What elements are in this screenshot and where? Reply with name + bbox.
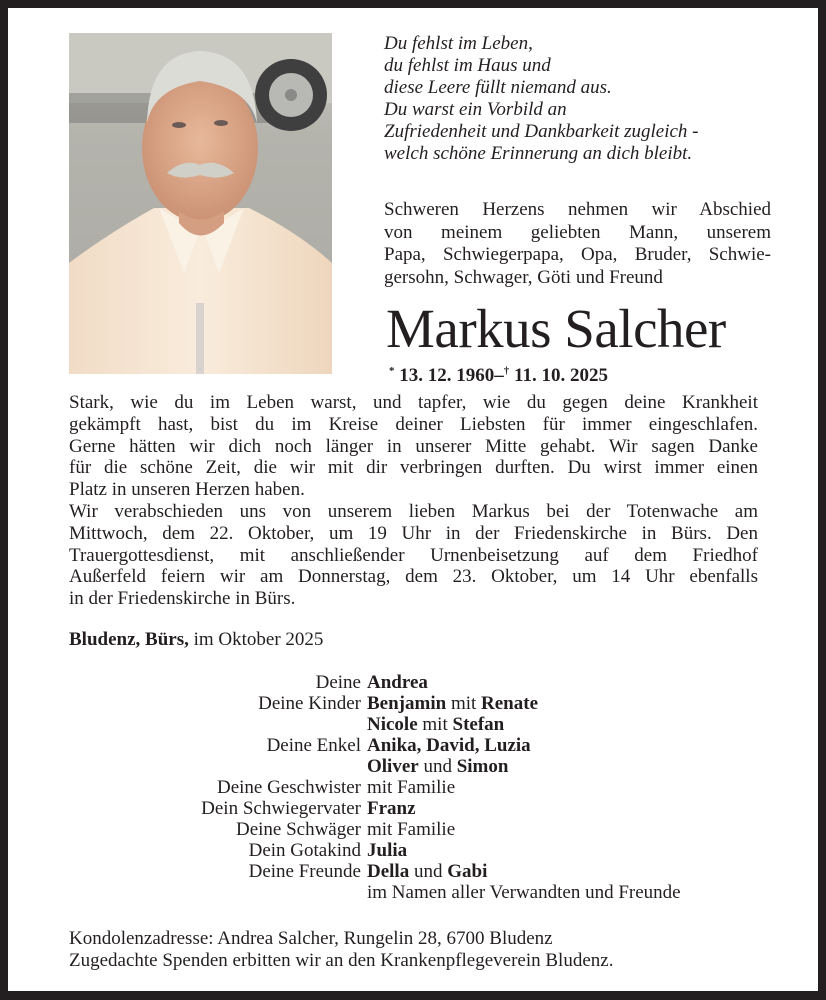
poem-line: Zufriedenheit und Dankbarkeit zugleich - — [384, 121, 699, 142]
body-line: Stark, wie du im Leben warst, und tapfer, wie du gegen deine Krankheit — [69, 392, 758, 413]
connector-text: und — [409, 861, 448, 882]
mourner-row — [69, 693, 789, 714]
portrait-image — [69, 33, 332, 374]
mourner-row — [69, 840, 789, 861]
relation-label: Dein Schwiegervater — [201, 798, 361, 819]
mourner-row — [69, 756, 789, 777]
body-line: Platz in unseren Herzen haben. — [69, 479, 305, 501]
mourner-names — [367, 735, 789, 756]
mourner-row — [69, 672, 789, 693]
body-line: gekämpft hast, bist du im Kreise deiner Liebsten für immer eingeschlafen. — [69, 413, 758, 435]
connector-text: im Namen aller Verwandten und Freunde — [367, 882, 681, 903]
mourner-name: Stefan — [452, 714, 505, 735]
mourner-names — [367, 819, 789, 840]
body-line: Wir verabschieden uns von unserem lieben Markus bei der Totenwache am — [69, 500, 758, 522]
portrait-photo — [69, 33, 332, 374]
birth-star-icon: * — [389, 365, 395, 377]
relation-label: Deine Kinder — [258, 693, 361, 714]
mourner-name: Julia — [367, 840, 408, 861]
poem-line: Du fehlst im Leben, — [384, 33, 533, 54]
mourner-row — [69, 882, 789, 903]
mourner-name: Renate — [481, 693, 539, 714]
body-line: für die schöne Zeit, die wir mit dir verbringen durften. Du wirst immer einen — [69, 457, 758, 479]
relation-label: Deine Freunde — [248, 861, 361, 882]
connector-text: mit — [446, 693, 482, 714]
body-line: Außerfeld feiern wir am Donnerstag, dem 23. Oktober, um 14 Uhr ebenfalls — [69, 566, 758, 588]
relation-label: Deine — [315, 672, 361, 693]
mourner-names — [367, 861, 789, 882]
mourner-name: Benjamin — [367, 693, 447, 714]
poem-line: du fehlst im Haus und — [384, 55, 551, 76]
mourner-name: Franz — [367, 798, 416, 819]
footer-notes — [69, 928, 613, 972]
mourner-name: Nicole — [367, 714, 418, 735]
mourner-row — [69, 777, 789, 798]
obituary-page — [8, 8, 818, 991]
mourner-names — [367, 714, 789, 735]
mourner-row — [69, 798, 789, 819]
mourner-row — [69, 861, 789, 882]
relation-label: Deine Enkel — [266, 735, 361, 756]
death-date: 11. 10. 2025 — [514, 365, 608, 386]
mourner-name: Anika, David, Luzia — [367, 735, 531, 756]
mourner-row — [69, 819, 789, 840]
relation-label: Dein Gotakind — [248, 840, 361, 861]
intro-line: Papa, Schwiegerpapa, Opa, Bruder, Schwie- — [384, 244, 771, 265]
mourner-names — [367, 840, 789, 861]
mourner-name: Gabi — [447, 861, 488, 882]
relation-label: Deine Geschwister — [216, 777, 361, 798]
life-dates — [389, 360, 608, 387]
mourner-names — [367, 777, 789, 798]
relation-label: Deine Schwäger — [235, 819, 361, 840]
intro-line: Schweren Herzens nehmen wir Abschied — [384, 199, 771, 220]
birth-date: 13. 12. 1960 — [399, 365, 495, 386]
deceased-name: Markus Salcher — [386, 298, 726, 359]
intro-line: von meinem geliebten Mann, unserem — [384, 221, 771, 243]
mourner-names — [367, 882, 789, 903]
relation-label — [69, 714, 367, 735]
body-line: Gerne hätten wir dich noch länger in unserer Mitte gehabt. Wir sagen Danke — [69, 435, 758, 457]
donation-note: Zugedachte Spenden erbitten wir an den Krankenpflegeverein Bludenz. — [69, 950, 614, 971]
mourner-name: Della — [367, 861, 410, 882]
date: im Oktober 2025 — [193, 629, 324, 650]
mourner-names — [367, 756, 789, 777]
body-line: Trauergottesdienst, mit anschließender Urnenbeisetzung auf dem Friedhof — [69, 544, 758, 566]
poem-line: diese Leere füllt niemand aus. — [384, 77, 612, 98]
connector-text: mit Familie — [367, 819, 456, 840]
mourner-names — [367, 798, 789, 819]
body-line: Mittwoch, dem 22. Oktober, um 19 Uhr in der Friedenskirche in Bürs. Den — [69, 522, 758, 544]
death-cross-icon: † — [503, 365, 510, 377]
mourner-name: Andrea — [367, 672, 428, 693]
place: Bludenz, Bürs, — [69, 629, 189, 650]
relation-label — [69, 882, 367, 903]
farewell-intro — [384, 199, 771, 289]
connector-text: mit — [417, 714, 453, 735]
mourner-row — [69, 735, 789, 756]
poem-line: welch schöne Erinnerung an dich bleibt. — [384, 143, 693, 164]
condolence-address: Kondolenzadresse: Andrea Salcher, Rungelin 28, 6700 Bludenz — [69, 928, 553, 949]
mourner-names — [367, 693, 789, 714]
mourner-names — [367, 672, 789, 693]
poem-line: Du warst ein Vorbild an — [384, 99, 567, 120]
connector-text: mit Familie — [367, 777, 456, 798]
memorial-poem — [384, 33, 804, 165]
relation-label — [69, 756, 367, 777]
body-line: in der Friedenskirche in Bürs. — [69, 588, 296, 610]
obituary-body — [69, 392, 758, 610]
date-separator: – — [494, 365, 504, 386]
mourner-name: Simon — [456, 756, 509, 777]
mourners-list — [69, 672, 789, 903]
mourner-name: Oliver — [367, 756, 419, 777]
place-and-date — [69, 629, 323, 651]
connector-text: und — [418, 756, 457, 777]
mourner-row — [69, 714, 789, 735]
intro-line: gersohn, Schwager, Göti und Freund — [384, 266, 663, 288]
